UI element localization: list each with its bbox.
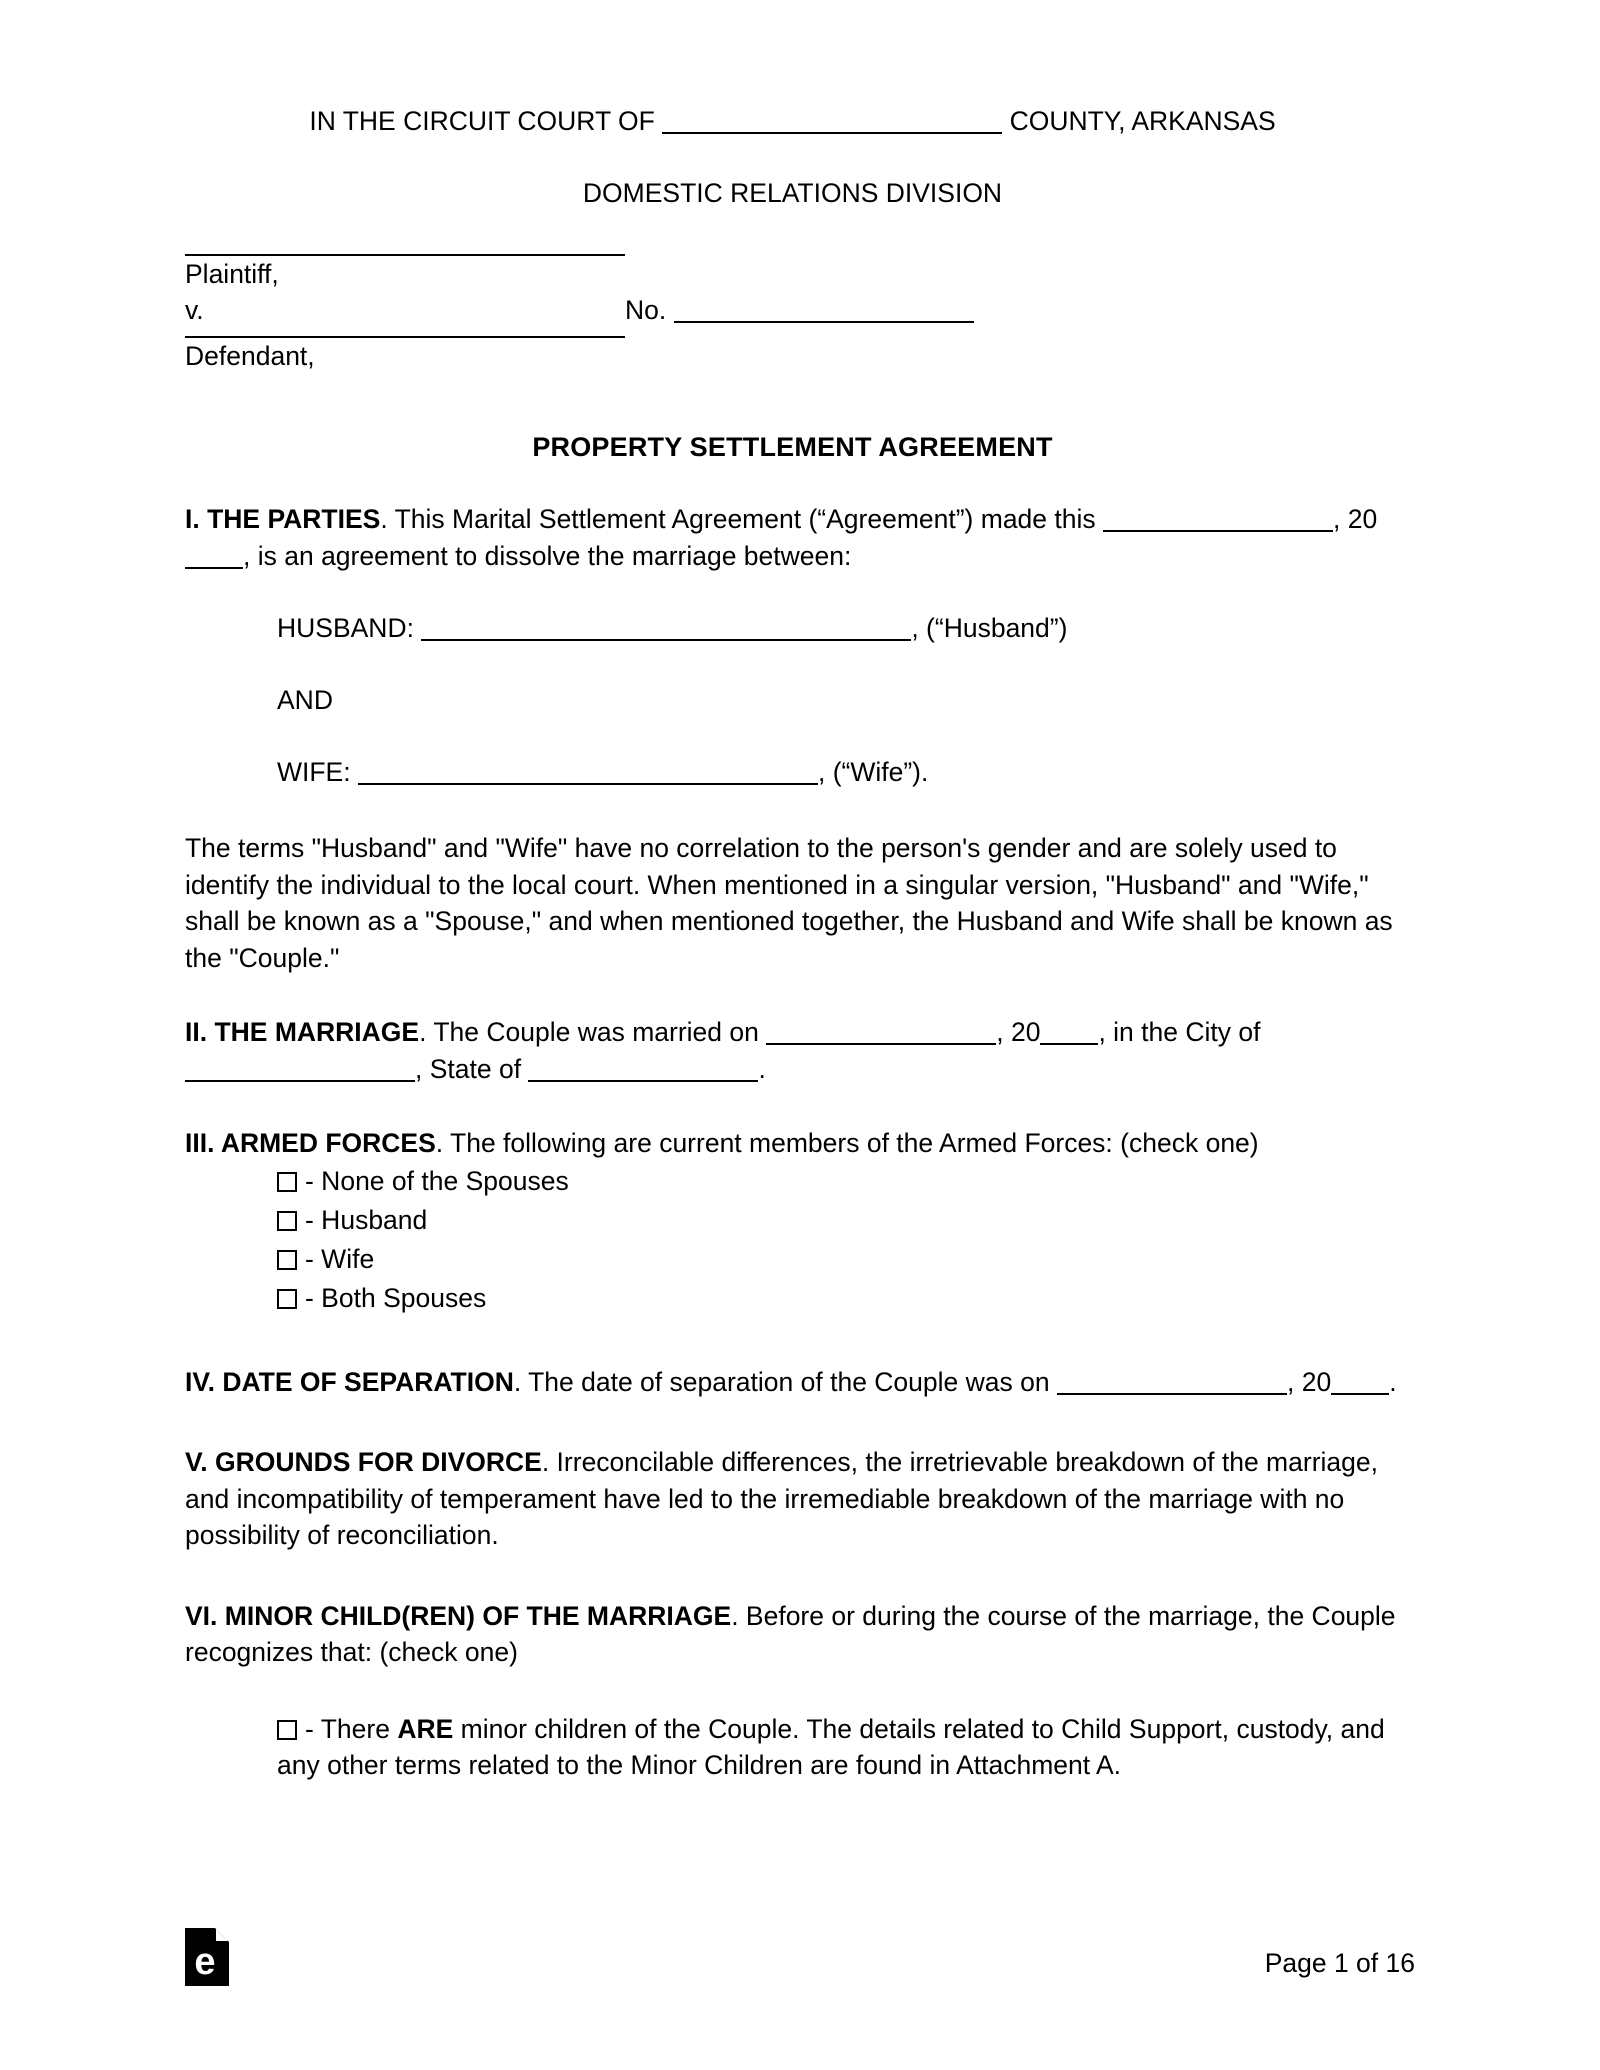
armed-forces-option-wife-label: - Wife: [305, 1243, 375, 1274]
agreement-year-blank[interactable]: [185, 567, 243, 569]
section-separation-text-1: . The date of separation of the Couple was on: [513, 1366, 1050, 1397]
court-heading-prefix: IN THE CIRCUIT COURT OF: [309, 106, 655, 136]
case-number-label: No.: [625, 295, 667, 325]
page-footer: [185, 1928, 1415, 2008]
section-parties-heading: I. THE PARTIES: [185, 504, 381, 534]
case-number-row: [625, 292, 974, 328]
armed-forces-option-none-label: - None of the Spouses: [305, 1165, 569, 1196]
wife-row: [277, 754, 1400, 790]
armed-forces-option-both[interactable]: [277, 1279, 1400, 1318]
definitions-paragraph: The terms "Husband" and "Wife" have no correlation to the person's gender and are solely used to identify the individual to the local court. When mentioned in a singular version, "Husband" and "Wife," shall be known as a "Spouse," and when mentioned together, the Husband and Wife shall be known as the "Couple.": [185, 833, 1393, 973]
armed-forces-option-husband[interactable]: [277, 1201, 1400, 1240]
court-heading: [185, 104, 1400, 138]
and-row: AND: [277, 685, 333, 715]
section-minor-children: [185, 1598, 1400, 1671]
division-heading: DOMESTIC RELATIONS DIVISION: [582, 178, 1003, 208]
page-title: PROPERTY SETTLEMENT AGREEMENT: [532, 432, 1053, 462]
section-armed-forces-text: . The following are current members of the Armed Forces: (check one): [435, 1128, 1259, 1158]
section-parties: [185, 501, 1400, 574]
section-separation-heading: IV. DATE OF SEPARATION: [185, 1366, 514, 1397]
svg-text:e: e: [194, 1941, 216, 1983]
section-grounds: [185, 1444, 1400, 1554]
armed-forces-option-husband-label: - Husband: [305, 1204, 428, 1235]
marriage-date-blank[interactable]: [766, 1043, 996, 1045]
section-minor-children-heading: VI. MINOR CHILD(REN) OF THE MARRIAGE: [185, 1600, 732, 1631]
armed-forces-option-wife[interactable]: [277, 1240, 1400, 1279]
minor-children-option-prefix: - There: [305, 1713, 390, 1744]
section-marriage-text-3: City of: [1185, 1017, 1261, 1047]
checkbox-icon[interactable]: [277, 1720, 297, 1740]
husband-row: [277, 610, 1400, 646]
section-marriage-text-2a: , 20: [996, 1017, 1041, 1047]
section-grounds-text: . Irreconcilable differences, the irretrievable breakdown of the marriage, and incompatibility of temperament have led to the irremediable breakdown of the marriage with no possibility of reconciliation.: [185, 1447, 1378, 1550]
section-marriage: [185, 1014, 1400, 1087]
marriage-state-blank[interactable]: [528, 1080, 758, 1082]
section-marriage-text-4: , State of: [415, 1053, 522, 1084]
eforms-logo-icon: [185, 1928, 229, 1986]
checkbox-icon[interactable]: [277, 1250, 297, 1270]
minor-children-option-are[interactable]: [277, 1711, 1400, 1784]
separation-year-blank[interactable]: [1331, 1393, 1389, 1395]
court-heading-suffix: COUNTY, ARKANSAS: [1009, 106, 1276, 136]
checkbox-icon[interactable]: [277, 1172, 297, 1192]
section-marriage-text-1: . The Couple was married on: [419, 1017, 759, 1047]
section-parties-text-2b: , is an agreement to dissolve the marriage between:: [243, 540, 852, 571]
section-marriage-text-5: .: [758, 1053, 766, 1084]
case-number-blank[interactable]: [674, 321, 974, 323]
husband-alias: , (“Husband”): [911, 613, 1068, 643]
county-blank[interactable]: [662, 132, 1002, 134]
page-number: Page 1 of 16: [1264, 1948, 1415, 1978]
wife-name-blank[interactable]: [358, 783, 818, 785]
marriage-city-blank[interactable]: [185, 1080, 415, 1082]
section-grounds-heading: V. GROUNDS FOR DIVORCE: [185, 1447, 542, 1477]
separation-date-blank[interactable]: [1057, 1393, 1287, 1395]
checkbox-icon[interactable]: [277, 1289, 297, 1309]
section-armed-forces-heading: III. ARMED FORCES: [185, 1128, 436, 1158]
section-marriage-text-2b: , in the: [1098, 1017, 1178, 1047]
section-armed-forces: [185, 1125, 1400, 1162]
document-body: [185, 0, 1400, 1784]
versus-label: v.: [185, 295, 204, 325]
husband-name-blank[interactable]: [421, 639, 911, 641]
defendant-label: Defendant,: [185, 341, 315, 371]
caption-versus-row: [185, 292, 1400, 328]
agreement-date-blank[interactable]: [1103, 530, 1333, 532]
section-separation-text-2b: .: [1389, 1366, 1397, 1397]
wife-label: WIFE:: [277, 757, 351, 787]
caption-block: [185, 254, 1400, 374]
husband-label: HUSBAND:: [277, 613, 414, 643]
section-parties-text-1: . This Marital Settlement Agreement (“Agreement”) made this: [380, 504, 1096, 534]
armed-forces-options: [277, 1162, 1400, 1318]
section-marriage-heading: II. THE MARRIAGE: [185, 1017, 420, 1047]
section-minor-children-text: . Before or during the course of the marriage, the Couple recognizes that: (check one): [185, 1600, 1396, 1667]
plaintiff-label: Plaintiff,: [185, 259, 279, 289]
minor-children-option-suffix: minor children of the Couple. The details related to Child Support, custody, and any other terms related to the Minor Children are found in Attachment A.: [277, 1713, 1385, 1780]
armed-forces-option-none[interactable]: [277, 1162, 1400, 1201]
wife-alias: , (“Wife”).: [817, 757, 929, 787]
section-separation-text-2a: , 20: [1286, 1366, 1332, 1397]
section-separation: [185, 1364, 1400, 1401]
checkbox-icon[interactable]: [277, 1211, 297, 1231]
armed-forces-option-both-label: - Both Spouses: [305, 1282, 487, 1313]
marriage-year-blank[interactable]: [1040, 1043, 1098, 1045]
minor-children-option-emphasis: ARE: [397, 1713, 454, 1744]
section-parties-text-2a: , 20: [1333, 504, 1378, 534]
